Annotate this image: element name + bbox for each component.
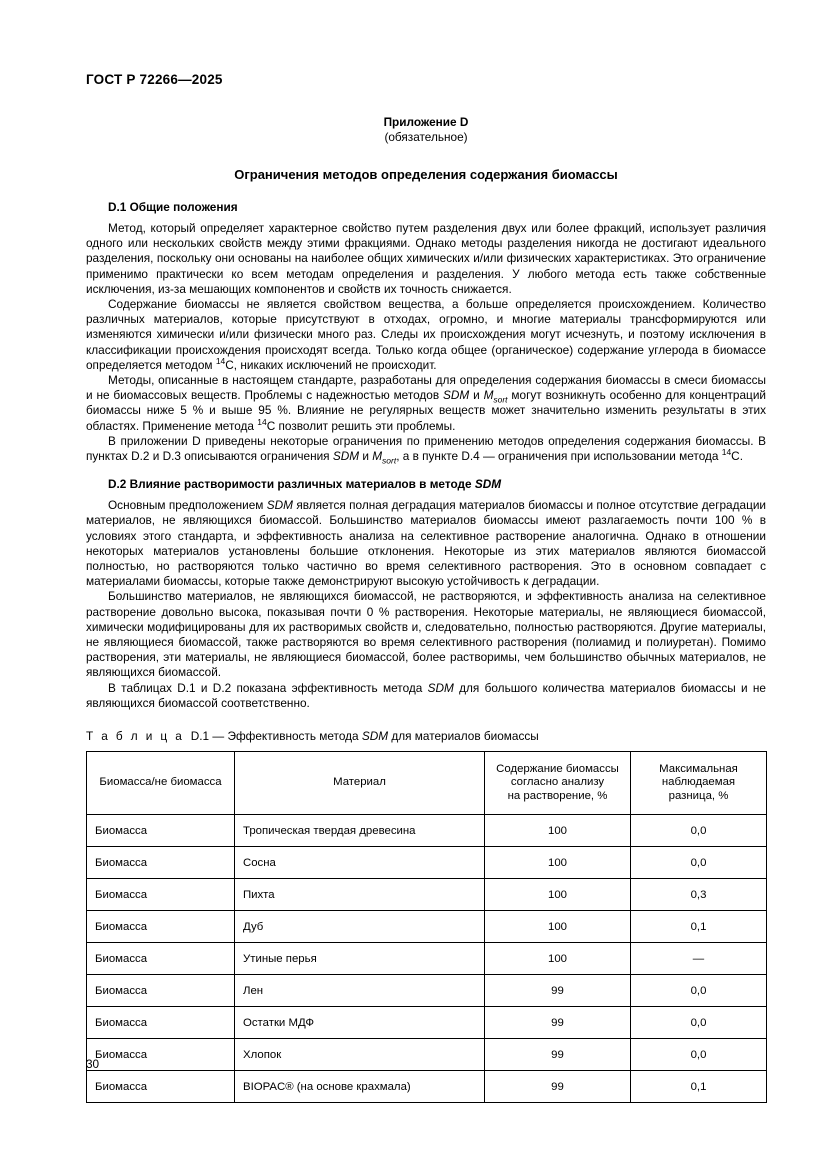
method-sdm-label: SDM	[361, 729, 389, 744]
clause-d1-heading: D.1 Общие положения	[108, 200, 238, 214]
column-header-difference	[631, 752, 767, 815]
cell-category: Биомасса	[87, 815, 235, 847]
cell-difference: 0,1	[631, 1071, 767, 1103]
cell-material: Остатки МДФ	[235, 1007, 485, 1039]
cell-material: BIOPAC® (на основе крахмала)	[235, 1071, 485, 1103]
paragraph-d2-2	[86, 589, 766, 680]
cell-difference: 0,0	[631, 815, 767, 847]
header-line: Максимальная	[659, 762, 738, 775]
paragraph-text-part-a: В таблицах D.1 и D.2 показана эффективность метода	[108, 680, 428, 695]
table-row	[87, 943, 767, 975]
table-header	[87, 752, 767, 815]
method-sdm-label: SDM	[474, 477, 502, 492]
cell-content: 99	[485, 1039, 631, 1071]
paragraph-text-part-a: Содержание биомассы не является свойством вещества, а больше определяется происхождением. Количество различных материалов, которые присутствуют в отходах, огромно, и многие материалы трансформируются или изменяются химически и/или физически много раз. Следы их происхождения могут исчезнуть, и поэтому исключения в классификации происхождения происходят всегда. Только когда общее (органическое) содержание углерода в биомассе определяется методом	[86, 297, 766, 372]
annex-heading-block	[86, 115, 766, 183]
cell-material: Тропическая твердая древесина	[235, 815, 485, 847]
cell-material: Утиные перья	[235, 943, 485, 975]
table-caption-dash: —	[212, 729, 225, 744]
isotope-superscript: 14	[257, 416, 267, 427]
isotope-superscript: 14	[215, 355, 226, 366]
method-m-letter: M	[372, 449, 383, 464]
cell-content: 100	[485, 943, 631, 975]
table-caption-text-a: Эффективность метода	[227, 729, 362, 744]
isotope-element: С	[731, 449, 740, 464]
cell-category: Биомасса	[87, 1039, 235, 1071]
cell-content: 99	[485, 1007, 631, 1039]
paragraph-d1-1	[86, 221, 766, 297]
cell-content: 99	[485, 975, 631, 1007]
table-caption-number: D.1	[190, 729, 210, 744]
conjunction: и	[469, 388, 484, 403]
cell-category: Биомасса	[87, 847, 235, 879]
standard-number: ГОСТ Р 72266—2025	[86, 72, 223, 87]
method-m-letter: M	[483, 388, 494, 403]
method-msort-label	[372, 449, 397, 466]
column-header-category: Биомасса/не биомасса	[87, 752, 235, 815]
paragraph-text-part-b: , никаких исключений не происходит.	[233, 357, 437, 372]
document-body	[86, 200, 766, 1103]
header-line: наблюдаемая	[661, 776, 736, 789]
cell-category: Биомасса	[87, 911, 235, 943]
table-row	[87, 1039, 767, 1071]
paragraph-d2-3	[86, 681, 766, 711]
method-m-subscript: sort	[493, 394, 508, 405]
table-row	[87, 975, 767, 1007]
header-line: на растворение, %	[507, 789, 608, 802]
cell-difference: 0,0	[631, 847, 767, 879]
method-sdm-label: SDM	[427, 680, 454, 695]
cell-content: 99	[485, 1071, 631, 1103]
isotope-superscript: 14	[721, 447, 732, 458]
cell-material: Сосна	[235, 847, 485, 879]
table-row	[87, 847, 767, 879]
paragraph-d2-1	[86, 498, 766, 589]
column-header-material: Материал	[235, 752, 485, 815]
paragraph-d1-2	[86, 297, 766, 373]
cell-content: 100	[485, 911, 631, 943]
paragraph-d1-3	[86, 373, 766, 434]
column-header-content	[485, 752, 631, 815]
paragraph-text-part-a: Основным предположением	[108, 498, 267, 513]
table-row	[87, 815, 767, 847]
paragraph-text-part-c: могут возникнуть особенно для концентраций биомассы ниже 5 % и выше 95 %. Влияние не регулярных веществ может значительно изменить результаты в этих областях. Применение метода	[86, 388, 766, 433]
isotope-element: С	[225, 357, 234, 372]
cell-content: 100	[485, 847, 631, 879]
paragraph-text-part-a: Методы, описанные в настоящем стандарте, разработаны для определения содержания биомассы в смеси биомассы и не биомассовых веществ. Проблемы с надежностью методов	[86, 373, 766, 403]
paragraph-text-part-b: является полная деградация материалов биомассы и полное отсутствие деградации материалов, не являющихся биомассой. Большинство материалов биомассы имеют разлагаемость почти 100 % в условиях этого стандарта, и эффективность анализа на селективное растворение аналогична. Однако в отношении некоторых материалов установлены большие отклонения. Некоторые из этих материалов являются биомассой полностью, но растворяются только частично во время селективного растворения. Это в основном совпадает с материалами биомассы, которые также демонстрируют высокую устойчивость к деградации.	[86, 498, 766, 589]
header-line: Содержание биомассы	[496, 762, 619, 775]
cell-category: Биомасса	[87, 943, 235, 975]
table-body	[87, 815, 767, 1103]
method-sdm-label: SDM	[443, 388, 470, 403]
cell-difference: 0,3	[631, 879, 767, 911]
cell-content: 100	[485, 815, 631, 847]
paragraph-text: Метод, который определяет характерное свойство путем разделения двух или более фракций, использует различия одного или нескольких свойств между этими фракциями. Однако методы разделения никогда не достигают идеального разделения, поскольку они основаны на наиболее общих химических и/или физических характеристиках. Это ограничение применимо практически ко всем методам определения и разделения. У любого метода есть также собственные исключения, из-за мешающих компонентов и свойств их точность снижается.	[86, 221, 766, 296]
header-line: разница, %	[668, 789, 729, 802]
table-caption-text-b: для материалов биомассы	[388, 729, 539, 744]
cell-difference: 0,0	[631, 1039, 767, 1071]
cell-category: Биомасса	[87, 1071, 235, 1103]
method-msort-label	[483, 388, 508, 405]
annex-name: Ограничения методов определения содержания биомассы	[234, 167, 618, 182]
table-header-row	[87, 752, 767, 815]
cell-material: Лен	[235, 975, 485, 1007]
paragraph-text-part-a: В приложении D приведены некоторые ограничения по применению методов определения содержания биомассы. В пунктах D.2 и D.3 описываются ограничения	[86, 433, 766, 464]
table-d1	[86, 751, 767, 1103]
table-row	[87, 1071, 767, 1103]
table-caption	[86, 729, 766, 744]
table-row	[87, 911, 767, 943]
annex-title: Приложение D	[383, 115, 469, 129]
cell-category: Биомасса	[87, 975, 235, 1007]
cell-difference: 0,0	[631, 975, 767, 1007]
paragraph-text-part-b: для большого количества материалов биомассы и не являющихся биомассой соответственно.	[86, 680, 766, 710]
method-sdm-label: SDM	[266, 498, 294, 513]
clause-d2-heading	[86, 477, 766, 492]
table-row	[87, 1007, 767, 1039]
table-caption-label: Т а б л и ц а	[86, 729, 185, 744]
cell-material: Пихта	[235, 879, 485, 911]
paragraph-text-part-d: .	[739, 449, 743, 464]
paragraph-text: Большинство материалов, не являющихся биомассой, не растворяются, и эффективность анализа на селективное растворение довольно высока, показывая почти 0 % растворения. Некоторые материалы, не являющиеся биомассой, химически модифицированы для их растворимых свойств и, следовательно, полностью растворяются. Другие материалы, не являющиеся биомассой, также растворяются во время селективного растворения (полиамид и полиуретан). Помимо растворения, эти материалы, не являющиеся биомассой, более растворимы, чем большинство обычных материалов, не являющихся биомассой.	[86, 589, 766, 680]
cell-difference: —	[631, 943, 767, 975]
cell-material: Хлопок	[235, 1039, 485, 1071]
cell-difference: 0,0	[631, 1007, 767, 1039]
conjunction: и	[359, 449, 373, 464]
cell-material: Дуб	[235, 911, 485, 943]
clause-d2-heading-text: D.2 Влияние растворимости различных материалов в методе	[108, 477, 475, 492]
page-number: 30	[86, 1057, 100, 1071]
paragraph-d1-4	[86, 434, 766, 464]
table-row	[87, 879, 767, 911]
header-line: согласно анализу	[510, 776, 605, 789]
cell-content: 100	[485, 879, 631, 911]
method-m-subscript: sort	[382, 455, 397, 466]
method-sdm-label: SDM	[332, 449, 360, 464]
cell-category: Биомасса	[87, 1007, 235, 1039]
paragraph-text-part-d: позволит решить эти проблемы.	[275, 418, 456, 433]
annex-status: (обязательное)	[384, 130, 468, 144]
paragraph-text-part-c: , а в пункте D.4 — ограничения при использовании метода	[396, 449, 722, 464]
cell-difference: 0,1	[631, 911, 767, 943]
cell-category: Биомасса	[87, 879, 235, 911]
isotope-element: С	[266, 418, 276, 433]
